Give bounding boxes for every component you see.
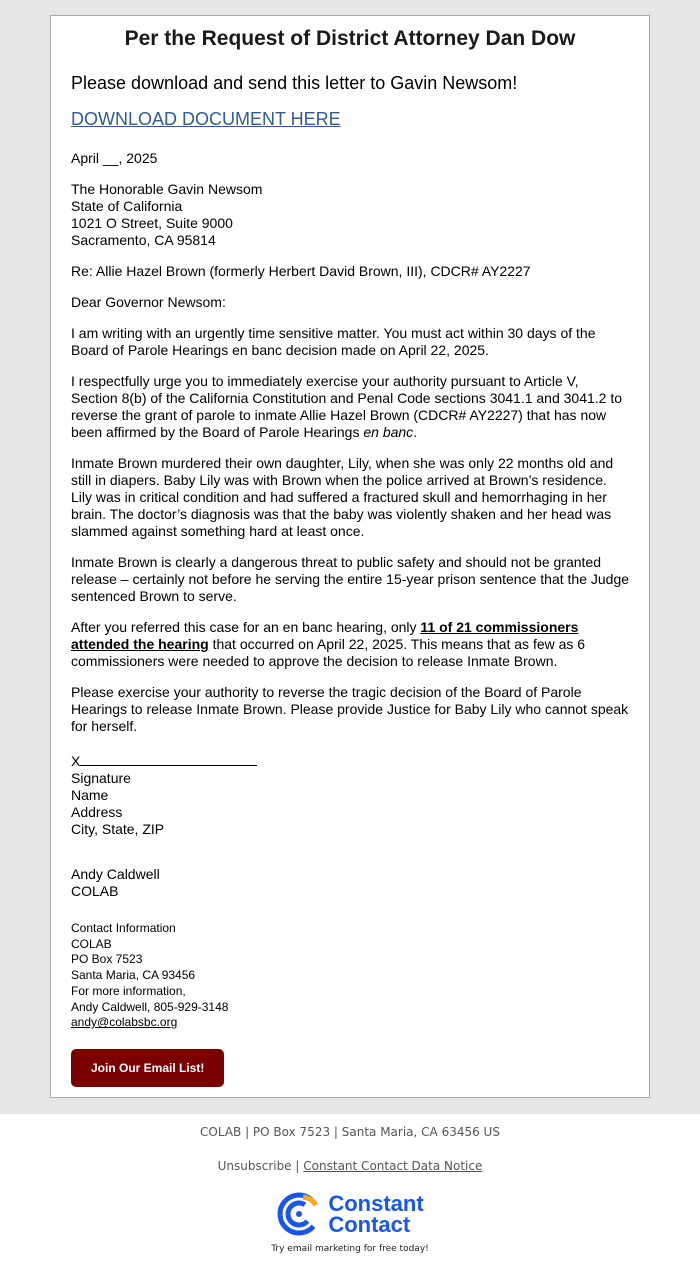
paragraph-5: [71, 619, 629, 670]
letter-date: April __, 2025: [71, 150, 158, 166]
address-line: 1021 O Street, Suite 9000: [71, 215, 233, 231]
footer-address: COLAB | PO Box 7523 | Santa Maria, CA 63456 US: [200, 1124, 500, 1139]
paragraph-2-end: .: [413, 424, 418, 440]
commissioners-link[interactable]: 11 of 21 commissioners attended the hearing: [71, 619, 579, 652]
recipient-address: [71, 181, 629, 249]
sender-block: [71, 866, 629, 900]
signature-field: Address: [71, 804, 123, 820]
contact-line: Andy Caldwell, 805-929-3148: [71, 999, 229, 1014]
instruction-prefix: Please download and send this letter to: [71, 73, 391, 93]
signature-field: Signature: [71, 770, 131, 786]
letter-body: [71, 150, 629, 900]
paragraph-5-end: that occurred on April 22, 2025. This means that as few as 6 commissioners were needed to approve the decision to release Inmate Brown.: [71, 636, 586, 669]
footer-separator: |: [295, 1158, 300, 1173]
contact-line: Santa Maria, CA 93456: [71, 968, 196, 983]
page-title: Per the Request of District Attorney Dan Dow: [124, 27, 576, 50]
letter-card: [50, 15, 650, 1098]
contact-line: COLAB: [71, 936, 112, 951]
download-document-link[interactable]: DOWNLOAD DOCUMENT HERE: [71, 109, 341, 129]
paragraph-2-text: I respectfully urge you to immediately exercise your authority pursuant to Article V, Section 8(b) of the California Constitution and Penal Code sections 3041.1 and 3041.2 to reverse the grant of parole to inmate Allie Hazel Brown (CDCR# AY2227) that has now been affirmed by the Board of Parole Hearings: [71, 373, 623, 440]
signature-line: [71, 751, 629, 770]
signature-field: Name: [71, 787, 109, 803]
contact-heading: Contact Information: [71, 921, 176, 935]
paragraph-3: Inmate Brown murdered their own daughter, Lily, when she was only 22 months old and still in diapers. Baby Lily was with Brown when the police arrived at Brown’s residence. Lily was in critical condition and had suffered a fractured skull and hemorrhaging in her brain. The doctor’s diagnosis was that the baby was violently shaken and her head was slammed against something hard at least once.: [71, 455, 614, 539]
constant-contact-wordmark: [328, 1190, 424, 1237]
instruction-name: Gavin Newsom!: [390, 73, 518, 93]
re-line: Re: Allie Hazel Brown (formerly Herbert David Brown, III), CDCR# AY2227: [71, 263, 531, 279]
join-button[interactable]: Join Our Email List!: [71, 1049, 224, 1087]
address-line: Sacramento, CA 95814: [71, 232, 216, 248]
paragraph-6: Please exercise your authority to reverse the tragic decision of the Board of Parole Hearings to release Inmate Brown. Please provide Justice for Baby Lily who cannot speak for herself.: [71, 684, 629, 734]
signature-underline: [80, 751, 257, 766]
salutation: Dear Governor Newsom:: [71, 294, 226, 310]
address-line: The Honorable Gavin Newsom: [71, 181, 263, 197]
unsubscribe-link[interactable]: Unsubscribe: [217, 1158, 292, 1173]
contact-line: For more information,: [71, 983, 186, 998]
footer-links: [0, 1159, 700, 1173]
signature-block: [71, 751, 629, 838]
tagline[interactable]: Try email marketing for free today!: [271, 1243, 429, 1254]
contact-block: [71, 921, 629, 1031]
paragraph-2: [71, 373, 629, 441]
signature-x: X: [71, 753, 81, 769]
logo-line-1: Constant: [328, 1190, 424, 1216]
contact-line: PO Box 7523: [71, 952, 143, 967]
paragraph-4: Inmate Brown is clearly a dangerous threat to public safety and should not be granted release – certainly not before he serving the entire 15-year prison sentence that the Judge sentenced Brown to serve.: [71, 554, 630, 604]
paragraph-1: I am writing with an urgently time sensitive matter. You must act within 30 days of the Board of Parole Hearings en banc decision made on April 22, 2025.: [71, 325, 596, 358]
sender-name: Andy Caldwell: [71, 866, 160, 882]
paragraph-5-start: After you referred this case for an en banc hearing, only: [71, 619, 421, 635]
data-notice-link[interactable]: Constant Contact Data Notice: [303, 1158, 483, 1173]
logo-line-2: Contact: [328, 1211, 411, 1237]
footer: [0, 1114, 700, 1254]
signature-field: City, State, ZIP: [71, 821, 165, 837]
instruction-text: [71, 71, 629, 95]
paragraph-2-italic: en banc: [363, 424, 414, 440]
constant-contact-logo[interactable]: [276, 1191, 423, 1237]
address-line: State of California: [71, 198, 183, 214]
contact-email-link[interactable]: andy@colabsbc.org: [71, 1015, 178, 1030]
sender-org: COLAB: [71, 883, 119, 899]
constant-contact-mark-icon: [276, 1191, 322, 1237]
